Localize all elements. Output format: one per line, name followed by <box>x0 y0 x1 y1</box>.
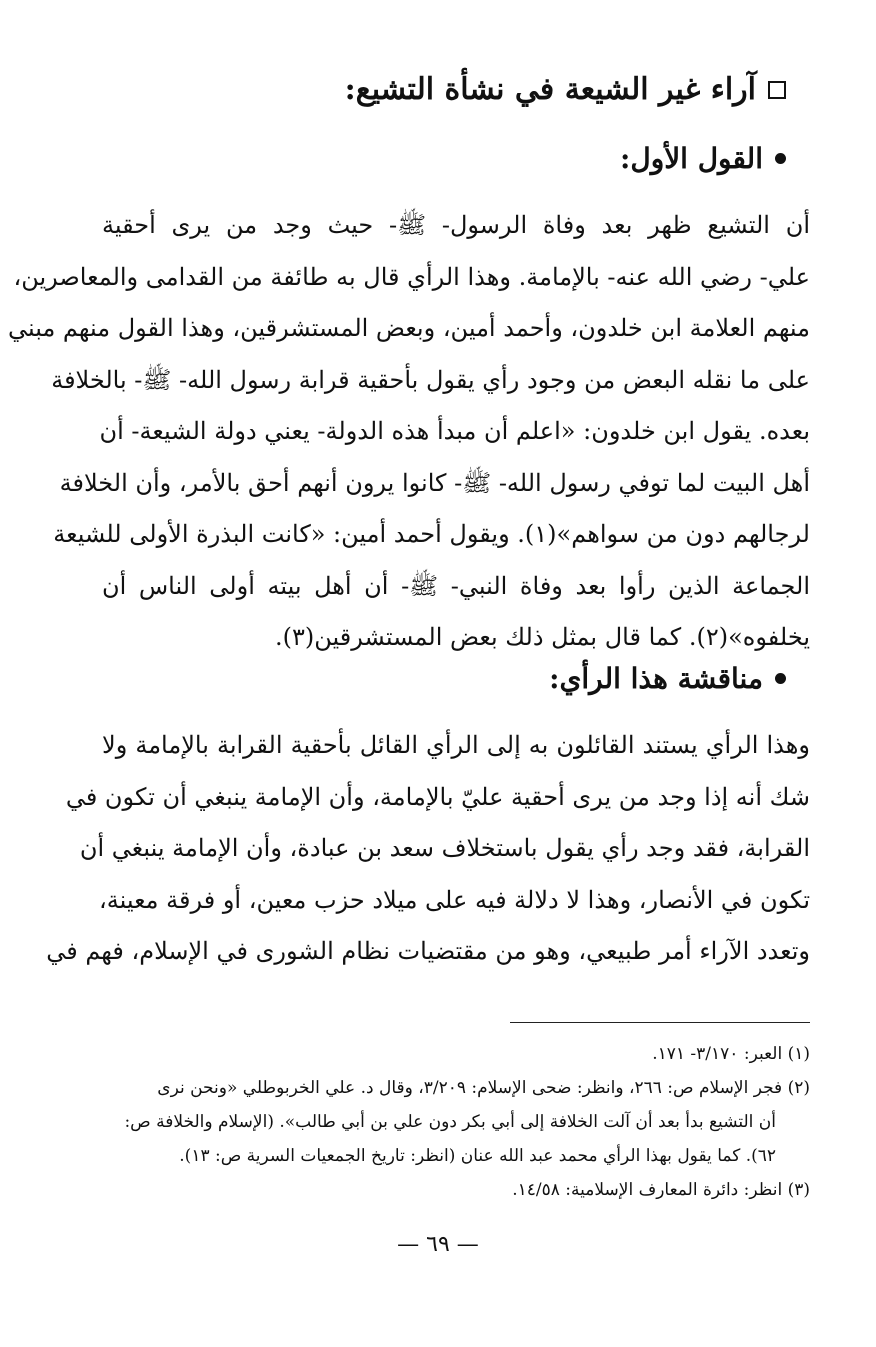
paragraph-line: شك أنه إذا وجد من يرى أحقية عليّ بالإمامة، وأن الإمامة ينبغي أن تكون في <box>65 782 810 811</box>
paragraph-line: على ما نقله البعض من وجود رأي يقول بأحقية قرابة رسول الله- ﷺ- بالخلافة <box>51 365 810 394</box>
footnote-line: (١) العبر: ٣/١٧٠- ١٧١. <box>652 1044 810 1064</box>
footnote-separator <box>510 1022 810 1023</box>
paragraph-line: أن التشيع ظهر بعد وفاة الرسول- ﷺ- حيث وجد من يرى أحقية <box>102 211 811 239</box>
footnote-3 <box>92 1173 810 1207</box>
paragraph-line: الجماعة الذين رأوا بعد وفاة النبي- ﷺ- أن أهل بيته أولى الناس أن <box>102 571 810 600</box>
subheading-discussion <box>90 662 786 695</box>
footnote-line: (٣) انظر: دائرة المعارف الإسلامية: ١٤/٥٨. <box>512 1180 810 1200</box>
footnote-1 <box>92 1037 810 1071</box>
paragraph-line: وتعدد الآراء أمر طبيعي، وهو من مقتضيات نظام الشورى في الإسلام، فهم في <box>46 937 810 965</box>
paragraph-line: أهل البيت لما توفي رسول الله- ﷺ- كانوا يرون أنهم أحق بالأمر، وأن الخلافة <box>59 468 810 497</box>
paragraph-first-opinion <box>7 200 811 664</box>
subheading-first-opinion <box>90 142 786 175</box>
section-title: آراء غير الشيعة في نشأة التشيع: <box>344 72 756 107</box>
footnote-line: (٢) فجر الإسلام ص: ٢٦٦، وانظر: ضحى الإسلام: ٣/٢٠٩، وقال د. علي الخربوطلي «ونحن نرى <box>157 1078 810 1098</box>
paragraph-line: تكون في الأنصار، وهذا لا دلالة فيه على ميلاد حزب معين، أو فرقة معينة، <box>98 885 810 914</box>
paragraph-line: منهم العلامة ابن خلدون، وأحمد أمين، وبعض المستشرقين، وهذا القول منهم مبني <box>7 314 810 342</box>
footnotes <box>92 1037 810 1207</box>
footnote-line: أن التشيع بدأ بعد أن آلت الخلافة إلى أبي بكر دون علي بن أبي طالب». (الإسلام والخلافة ص: <box>124 1112 776 1132</box>
section-heading <box>90 72 786 107</box>
paragraph-discussion <box>46 720 810 978</box>
paragraph-line: يخلفوه»(٢). كما قال بمثل ذلك بعض المستشرقين(٣). <box>274 623 810 651</box>
subheading-first-text: القول الأول: <box>620 142 763 175</box>
round-bullet-icon <box>775 153 786 164</box>
paragraph-line: لرجالهم دون من سواهم»(١). ويقول أحمد أمين: «كانت البذرة الأولى للشيعة <box>53 520 810 548</box>
page-number: — ٦٩ — <box>397 1232 479 1257</box>
subheading-discussion-text: مناقشة هذا الرأي: <box>549 662 763 695</box>
footnote-line: ٦٢). كما يقول بهذا الرأي محمد عبد الله عنان (انظر: تاريخ الجمعيات السرية ص: ١٣). <box>179 1146 776 1166</box>
paragraph-line: وهذا الرأي يستند القائلون به إلى الرأي القائل بأحقية القرابة بالإمامة ولا <box>102 731 810 759</box>
round-bullet-icon <box>775 673 786 684</box>
footnote-2 <box>92 1071 810 1173</box>
paragraph-line: علي- رضي الله عنه- بالإمامة. وهذا الرأي قال به طائفة من القدامى والمعاصرين، <box>13 262 810 291</box>
square-bullet-icon <box>768 81 786 99</box>
paragraph-line: بعده. يقول ابن خلدون: «اعلم أن مبدأ هذه الدولة- يعني دولة الشيعة- أن <box>99 417 810 445</box>
paragraph-line: القرابة، فقد وجد رأي يقول باستخلاف سعد بن عبادة، وأن الإمامة ينبغي أن <box>79 834 810 862</box>
